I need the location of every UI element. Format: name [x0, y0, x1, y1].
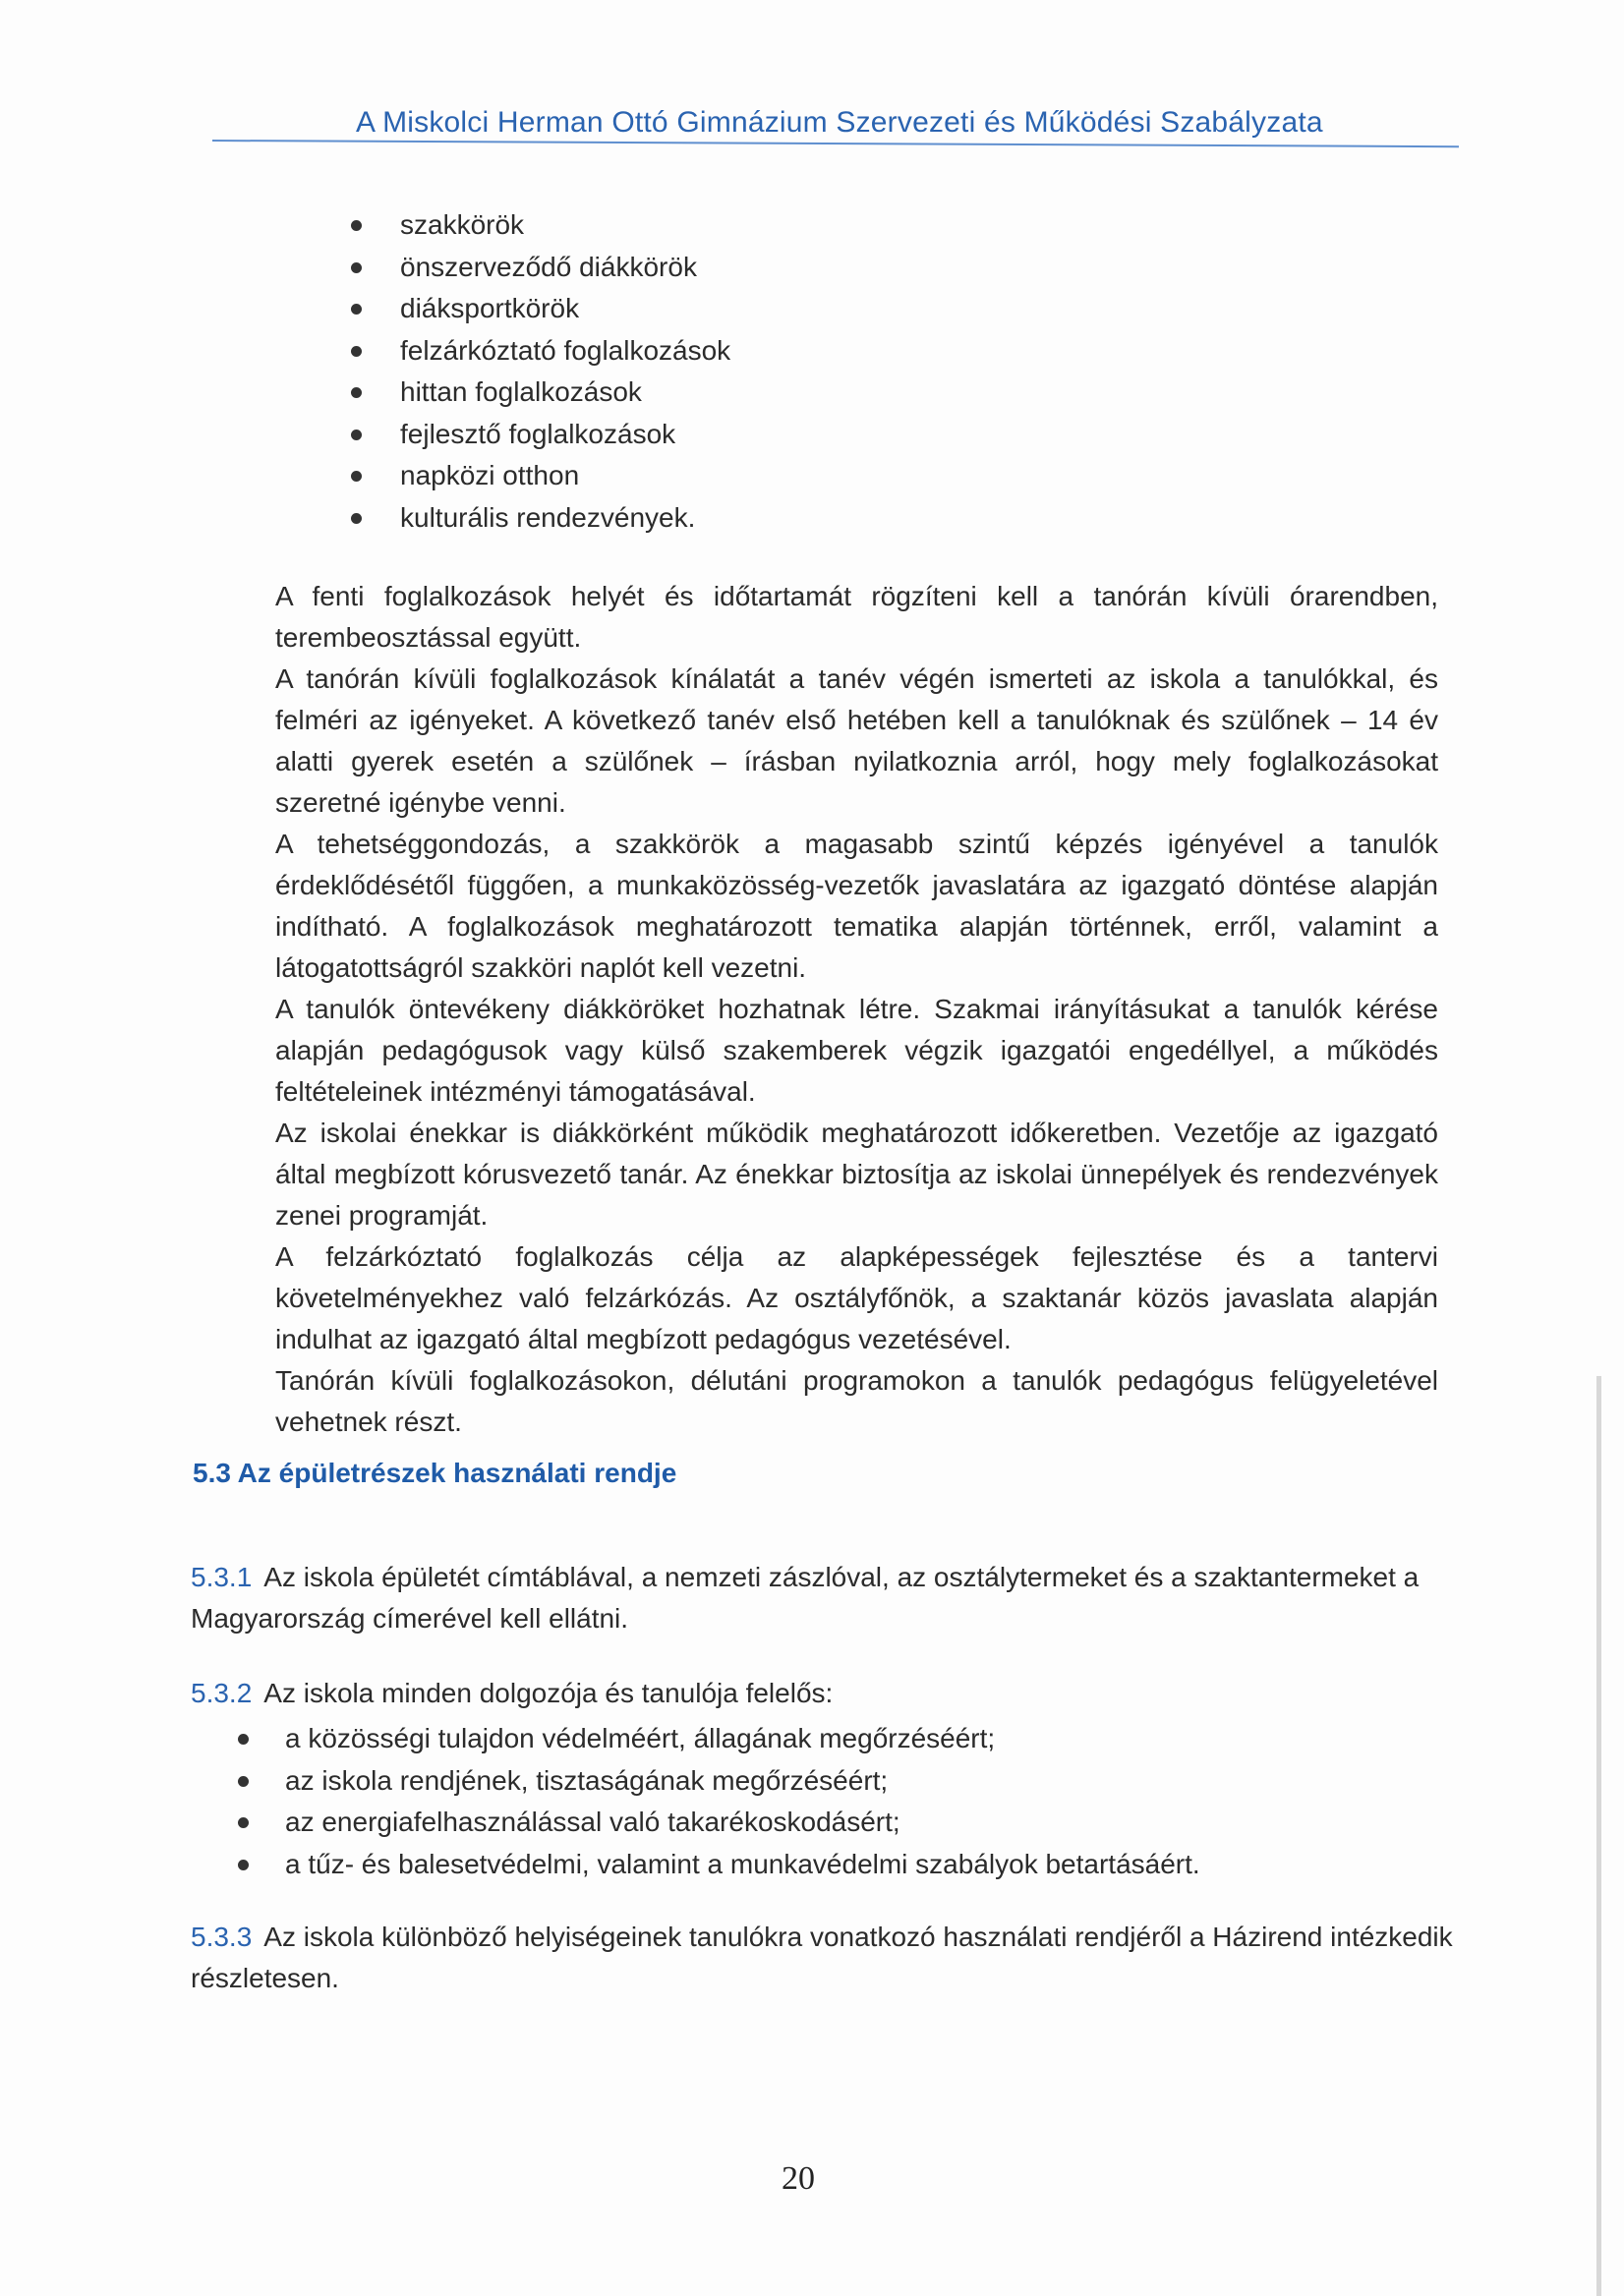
bullet-icon	[351, 430, 362, 440]
subsection-text: Az iskola minden dolgozója és tanulója felelős:	[263, 1678, 834, 1708]
list-item: fejlesztő foglalkozások	[349, 414, 730, 456]
subsection-text: Az iskola különböző helyiségeinek tanulókra vonatkozó használati rendjéről a Házirend intézkedik részletesen.	[191, 1922, 1453, 1993]
list-item: kulturális rendezvények.	[349, 497, 730, 540]
page-number: 20	[782, 2160, 815, 2197]
bullet-icon	[351, 346, 362, 357]
list-item: az energiafelhasználással való takarékoskodásért;	[236, 1802, 1200, 1844]
bullet-icon	[351, 304, 362, 315]
subsection-number: 5.3.3	[191, 1922, 253, 1952]
bullet-icon	[351, 220, 362, 231]
body-text	[275, 576, 1438, 1443]
list-item: szakkörök	[349, 204, 730, 247]
bullet-icon	[351, 387, 362, 398]
paragraph-talent-care: A tehetséggondozás, a szakkörök a magasabb szintű képzés igényével a tanulók érdeklődésétől függően, a munkaközösség-vezetők javaslatára az igazgató döntése alapján indítható. A foglalkozások meghatározott tematika alapján történnek, erről, valamint a látogatottságról szakköri naplót kell vezetni.	[275, 829, 1438, 983]
subsection-number: 5.3.2	[191, 1678, 253, 1708]
bullet-icon	[351, 262, 362, 273]
paragraph-offer: A tanórán kívüli foglalkozások kínálatát a tanév végén ismerteti az iskola a tanulókkal, és felméri az igényeket. A következő tanév első hetében kell a tanulóknak és szülőnek – 14 év alatti gyerek esetén a szülőnek – írásban nyilatkoznia arról, hogy mely foglalkozásokat szeretné igénybe venni.	[275, 663, 1438, 818]
bullet-icon	[351, 471, 362, 482]
header-divider	[212, 140, 1459, 147]
list-item: felzárkóztató foglalkozások	[349, 330, 730, 373]
list-item: a tűz- és balesetvédelmi, valamint a munkavédelmi szabályok betartásáért.	[236, 1844, 1200, 1886]
list-item: diáksportkörök	[349, 288, 730, 330]
section-heading: 5.3 Az épületrészek használati rendje	[193, 1458, 677, 1488]
bullet-icon	[238, 1776, 249, 1787]
subsection-number: 5.3.1	[191, 1562, 253, 1592]
responsibility-list	[236, 1718, 1200, 1885]
bullet-icon	[238, 1817, 249, 1828]
bullet-icon	[238, 1734, 249, 1745]
bullet-icon	[351, 513, 362, 524]
activity-list	[349, 204, 730, 539]
bullet-icon	[238, 1860, 249, 1870]
paragraph-catch-up: A felzárkóztató foglalkozás célja az alapképességek fejlesztése és a tantervi követelményekhez való felzárkózás. Az osztályfőnök, a szaktanár közös javaslata alapján indulhat az igazgató által megbízott pedagógus vezetésével.	[275, 1241, 1438, 1354]
paragraph-schedule: A fenti foglalkozások helyét és időtartamát rögzíteni kell a tanórán kívüli órarendben, terembeosztással együtt.	[275, 581, 1438, 653]
list-item: önszerveződő diákkörök	[349, 247, 730, 289]
list-item: az iskola rendjének, tisztaságának megőrzéséért;	[236, 1760, 1200, 1803]
list-item: napközi otthon	[349, 455, 730, 497]
scan-page-edge	[1596, 1376, 1601, 2296]
subsection-text: Az iskola épületét címtáblával, a nemzeti zászlóval, az osztálytermeket és a szaktantermeket a Magyarország címerével kell ellátni.	[191, 1562, 1420, 1634]
list-item: hittan foglalkozások	[349, 372, 730, 414]
paragraph-supervision: Tanórán kívüli foglalkozásokon, délutáni programokon a tanulók pedagógus felügyeletével vehetnek részt.	[275, 1365, 1438, 1437]
subsection-5-3-3	[191, 1917, 1459, 1999]
subsection-5-3-2	[191, 1673, 1459, 1714]
paragraph-choir: Az iskolai énekkar is diákkörként működik meghatározott időkeretben. Vezetője az igazgató által megbízott kórusvezető tanár. Az énekkar biztosítja az iskolai ünnepélyek és rendezvények zenei programját.	[275, 1118, 1438, 1231]
list-item: a közösségi tulajdon védelméért, állagának megőrzéséért;	[236, 1718, 1200, 1760]
document-header-title: A Miskolci Herman Ottó Gimnázium Szervezeti és Működési Szabályzata	[356, 106, 1323, 139]
subsection-5-3-1	[191, 1557, 1459, 1639]
paragraph-student-clubs: A tanulók öntevékeny diákköröket hozhatnak létre. Szakmai irányításukat a tanulók kérése alapján pedagógusok vagy külső szakemberek végzik igazgatói engedéllyel, a működés feltételeinek intézményi támogatásával.	[275, 994, 1438, 1107]
